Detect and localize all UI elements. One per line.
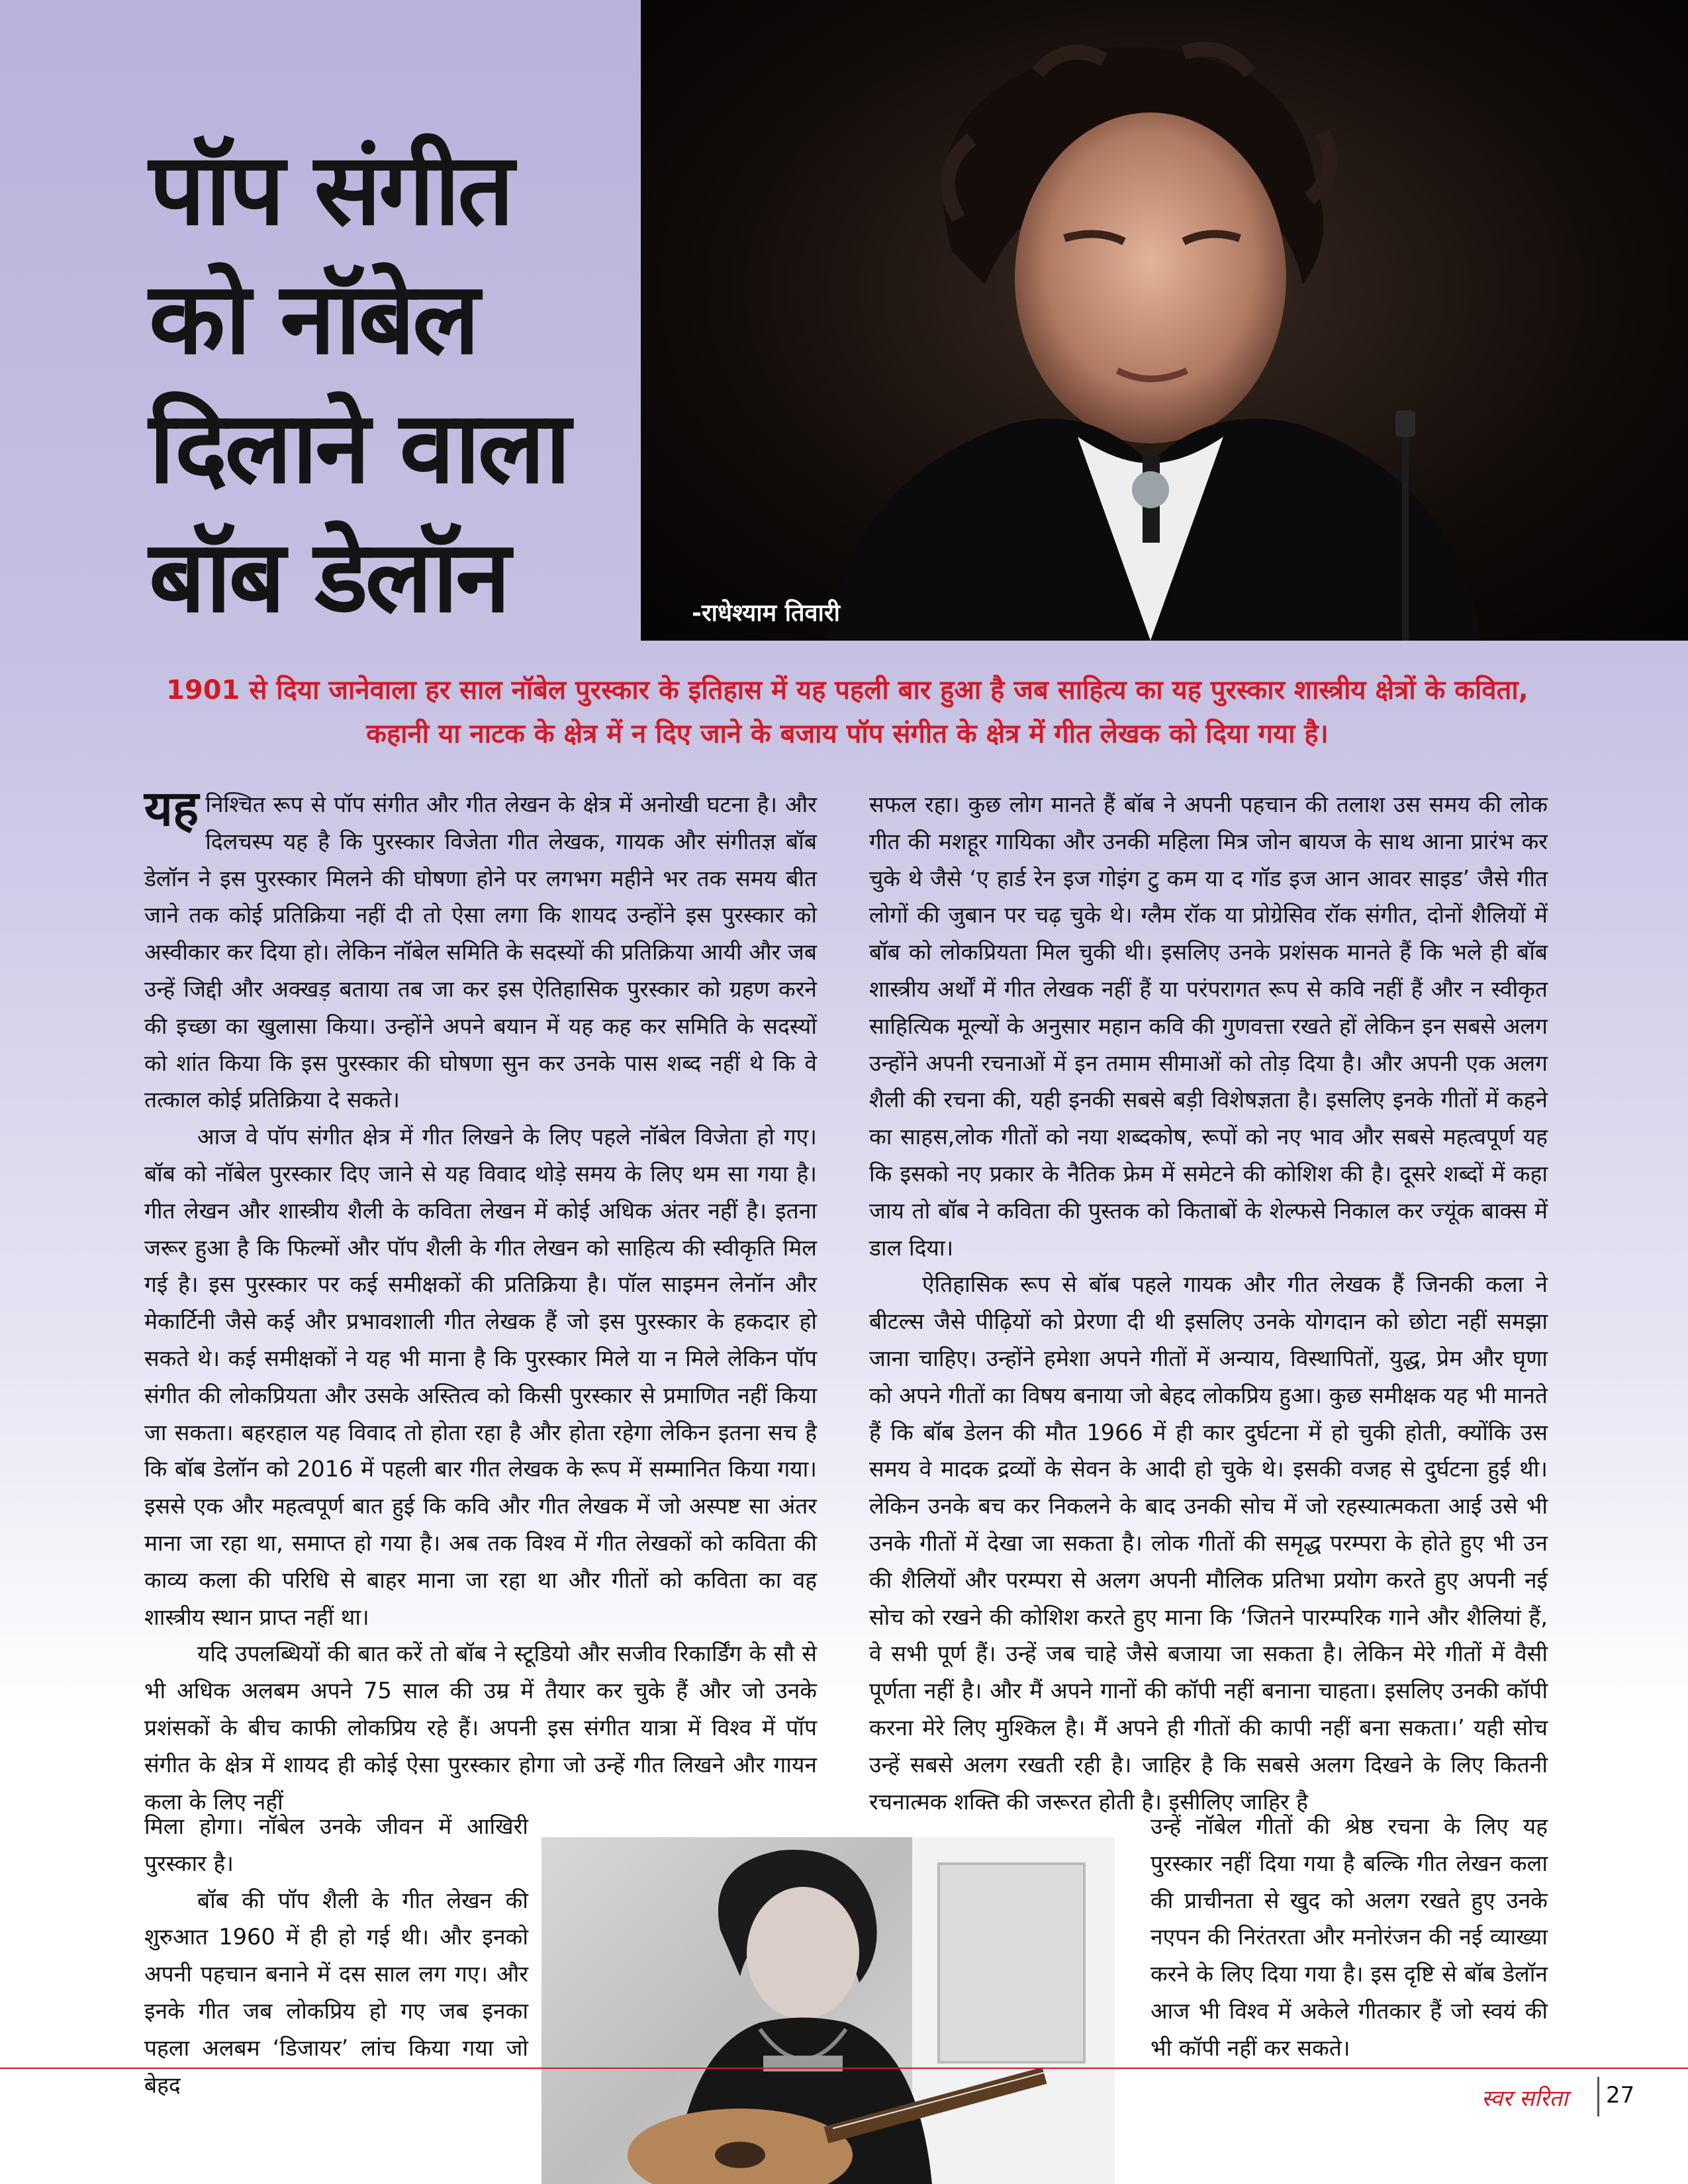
footer-rule	[0, 2068, 1688, 2069]
magazine-name: स्वर सरिता	[1481, 2085, 1568, 2112]
article-column-left	[144, 780, 817, 1820]
author-byline: -राधेश्याम तिवारी	[692, 600, 840, 627]
article-paragraph: सफल रहा। कुछ लोग मानते हैं बॉब ने अपनी पहचान की तलाश उस समय की लोक गीत की मशहूर गायिका और उनकी महिला मित्र जोन बायज के साथ आना प्रारंभ कर चुके थे जैसे ‘ए हार्ड रेन इज गोइंग टु कम या द गॉड इज आन आवर साइड’ जैसे गीत लोगों की जुबान पर चढ़ चुके थे। ग्लैम रॉक या प्रोग्रेसिव रॉक संगीत, दोनों शैलियों में बॉब को लोकप्रियता मिल चुकी थी। इसलिए उनके प्रशंसक मानते हैं कि भले ही बॉब शास्त्रीय अर्थों में गीत लेखक नहीं हैं या परंपरागत रूप से कवि नहीं हैं और न स्वीकृत साहित्यिक मूल्यों के अनुसार महान कवि की गुणवत्ता रखते हों लेकिन इन सबसे अलग उन्होंने अपनी रचनाओं में इन तमाम सीमाओं को तोड़ दिया है। और अपनी एक अलग शैली की रचना की, यही इनकी सबसे बड़ी विशेषज्ञता है। इसलिए इनके गीतों में कहने का साहस,लोक गीतों को नया शब्दकोष, रूपों को नए भाव और सबसे महत्वपूर्ण यह कि इसको नए प्रकार के नैतिक फ्रेम में समेटने की कोशिश की है। दूसरे शब्दों में कहा जाय तो बॉब ने कविता की पुस्तक को किताबों के शेल्फसे निकाल कर ज्यूंक बाक्स में डाल दिया।	[869, 792, 1548, 1261]
article-title	[149, 126, 639, 642]
article-paragraph: ऐतिहासिक रूप से बॉब पहले गायक और गीत लेखक हैं जिनकी कला ने बीटल्स जैसे पीढ़ियों को प्रेरणा दी थी इसलिए उनके योगदान को छोटा नहीं समझा जाना चाहिए। उन्होंने हमेशा अपने गीतों में अन्याय, विस्थापितों, युद्ध, प्रेम और घृणा को अपने गीतों का विषय बनाया जो बेहद लोकप्रिय हुआ। कुछ समीक्षक यह भी मानते हैं कि बॉब डेलन की मौत 1966 में ही कार दुर्घटना में हो चुकी होती, क्योंकि उस समय वे मादक द्रव्यों के सेवन के आदी हो चुके थे। इसकी वजह से दुर्घटना हुई थी। लेकिन उनके बच कर निकलने के बाद उनकी सोच में जो रहस्यात्मकता आई उसे भी उनके गीतों में देखा जा सकता है। लोक गीतों की समृद्ध परम्परा के होते हुए भी उन की शैलियों और परम्परा से अलग अपनी मौलिक प्रतिभा प्रयोग करते हुए अपनी नई सोच को रखने की कोशिश करते हुए माना कि ‘जितने पारम्परिक गाने और शैलियां हैं, वे सभी पूर्ण हैं। उन्हें जब चाहे जैसे बजाया जा सकता है। लेकिन मेरे गीतों में वैसी पूर्णता नहीं है। और मैं अपने गानों की कॉपी नहीं बनाना चाहता। इसलिए उनकी कॉपी करना मेरे लिए मुश्किल है। मैं अपने ही गीतों की कापी नहीं बना सकता।’ यही सोच उन्हें सबसे अलग रखती रही है। जाहिर है कि सबसे अलग दिखने के लिए कितनी रचनात्मक शक्ति की जरूरत होती है। इसीलिए जाहिर है	[869, 1271, 1548, 1815]
article-column-left-lower	[144, 1808, 528, 2103]
article-paragraph: उन्हें नॉबेल गीतों की श्रेष्ठ रचना के लिए यह पुरस्कार नहीं दिया गया है बल्कि गीत लेखन कला की प्राचीनता से खुद को अलग रखते हुए उनके नएपन की निरंतरता और मनोरंजन की नई व्याख्या करने के लिए दिया गया है। इस दृष्टि से बॉब डेलॉन आज भी विश्व में अकेले गीतकार हैं जो स्वयं की भी कॉपी नहीं कर सकते।	[1150, 1813, 1548, 2061]
footer-divider	[1597, 2077, 1599, 2116]
drop-cap: यह	[144, 780, 199, 837]
page-number: 27	[1606, 2082, 1635, 2109]
article-lede: 1901 से दिया जानेवाला हर साल नॉबेल पुरस्कार के इतिहास में यह पहली बार हुआ है जब साहित्य का यह पुरस्कार शास्त्रीय क्षेत्रों के कविता, कहानी या नाटक के क्षेत्र में न दिए जाने के बजाय पॉप संगीत के क्षेत्र में गीत लेखक को दिया गया है।	[166, 675, 1528, 749]
article-paragraph: मिला होगा। नॉबेल उनके जीवन में आखिरी पुरस्कार है।	[144, 1813, 528, 1876]
title-line: को नॉबेल	[149, 261, 477, 377]
article-paragraph: बॉब की पॉप शैली के गीत लेखन की शुरुआत 1960 में ही हो गई थी। और इनको अपनी पहचान बनाने में दस साल लग गए। और इनके गीत जब लोकप्रिय हो गए जब इनका पहला अलबम ‘डिजायर’ लांच किया गया जो बेहद	[144, 1887, 528, 2098]
paragraph-text: निश्चित रूप से पॉप संगीत और गीत लेखन के क्षेत्र में अनोखी घटना है। और दिलचस्प यह है कि पुरस्कार विजेता गीत लेखक, गायक और संगीतज्ञ बॉब डेलॉन ने इस पुरस्कार मिलने की घोषणा होने पर लगभग महीने भर तक समय बीत जाने तक कोई प्रतिक्रिया नहीं दी तो ऐसा लगा कि शायद उन्होंने इस पुरस्कार को अस्वीकार कर दिया हो। लेकिन नॉबेल समिति के सदस्यों की प्रतिक्रिया आयी और जब उन्हें जिद्दी और अक्खड़ बताया तब जा कर इस ऐतिहासिक पुरस्कार को ग्रहण करने की इच्छा का खुलासा किया। उन्होंने अपने बयान में यह कह कर समिति के सदस्यों को शांत किया कि इस पुरस्कार की घोषणा सुन कर उनके पास शब्द नहीं थे कि वे तत्काल कोई प्रतिक्रिया दे सकते।	[144, 792, 817, 1113]
article-paragraph	[144, 780, 817, 1118]
title-line: बॉब डेलॉन	[149, 520, 508, 635]
article-column-right-lower	[1150, 1808, 1548, 2067]
title-line: दिलाने वाला	[149, 390, 569, 506]
bob-dylan-guitar-photo	[541, 1837, 1115, 2184]
article-paragraph: आज वे पॉप संगीत क्षेत्र में गीत लिखने के लिए पहले नॉबेल विजेता हो गए। बॉब को नॉबेल पुरस्कार दिए जाने से यह विवाद थोड़े समय के लिए थम सा गया है। गीत लेखन और शास्त्रीय शैली के कविता लेखन में कोई अधिक अंतर नहीं है। इतना जरूर हुआ है कि फिल्मों और पॉप शैली के गीत लेखन को साहित्य की स्वीकृति मिल गई है। इस पुरस्कार पर कई समीक्षकों की प्रतिक्रिया है। पॉल साइमन लेनॉन और मेकार्टिनी जैसे कई और प्रभावशाली गीत लेखक हैं जो इस पुरस्कार के हकदार हो सकते थे। कई समीक्षकों ने यह भी माना है कि पुरस्कार मिले या न मिले लेकिन पॉप संगीत की लोकप्रियता और उसके अस्तित्व को किसी पुरस्कार से प्रमाणित नहीं किया जा सकता। बहरहाल यह विवाद तो होता रहा है और होता रहेगा लेकिन इतना सच है कि बॉब डेलॉन को 2016 में पहली बार गीत लेखक के रूप में सम्मानित किया गया। इससे एक और महत्वपूर्ण बात हुई कि कवि और गीत लेखक में जो अस्पष्ट सा अंतर माना जा रहा था, समाप्त हो गया है। अब तक विश्व में गीत लेखकों को कविता की काव्य कला की परिधि से बाहर माना जा रहा था और गीतों को कविता का वह शास्त्रीय स्थान प्राप्त नहीं था।	[144, 1124, 817, 1630]
bob-dylan-portrait-photo	[641, 0, 1688, 641]
article-column-right	[869, 786, 1548, 1820]
article-paragraph: यदि उपलब्धियों की बात करें तो बॉब ने स्टूडियो और सजीव रिकार्डिंग के सौ से भी अधिक अलबम अपने 75 साल की उम्र में तैयार कर चुके हैं और जो उनके प्रशंसकों के बीच काफी लोकप्रिय रहे हैं। अपनी इस संगीत यात्रा में विश्व में पॉप संगीत के क्षेत्र में शायद ही कोई ऐसा पुरस्कार होगा जो उन्हें गीत लिखने और गायन कला के लिए नहीं	[144, 1641, 817, 1815]
title-line: पॉप संगीत	[149, 132, 512, 248]
